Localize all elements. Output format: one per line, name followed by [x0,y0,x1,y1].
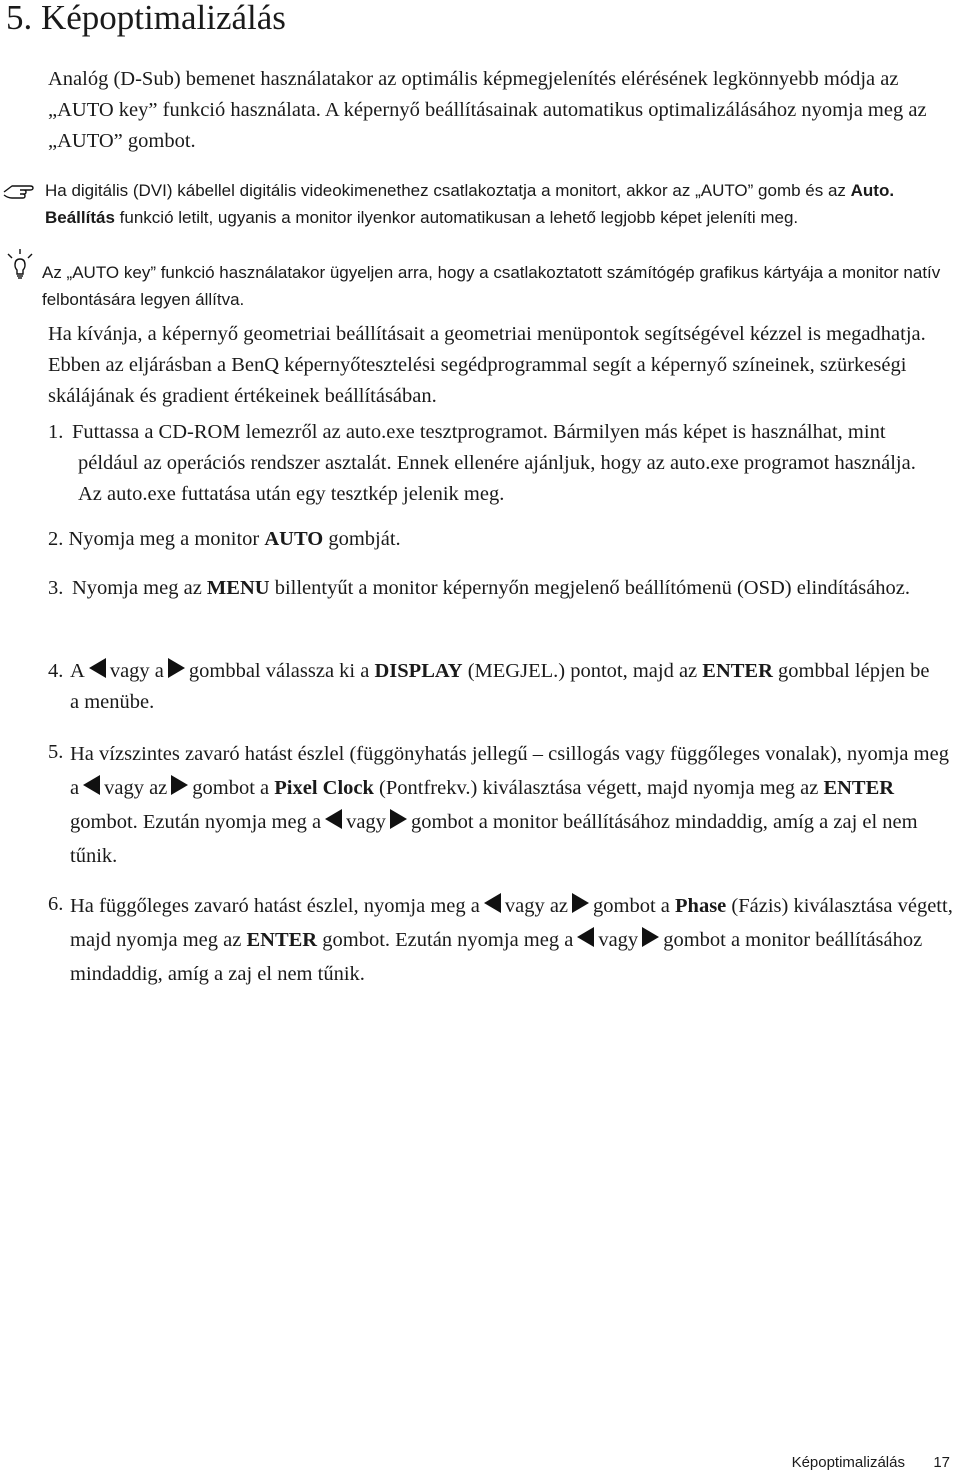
dvi-note [45,177,957,231]
step-5-text-a: Ha vízszintes zavaró hatást észlel (függönyhatás jellegű – csillogás vagy függőleges vonalak), nyomja meg a [70,743,949,799]
step-2 [48,524,948,555]
step-2-number: 2. [48,528,64,550]
step-6-text-f: vagy [598,929,639,951]
enter-button-label: ENTER [702,660,773,682]
step-4-text-a: A [70,660,85,682]
step-5-text-d: (Pontfrekv.) kiválasztása végett, majd nyomja meg az [373,777,824,799]
step-3-text [72,573,932,604]
step-6-text-c: gombot a [593,895,676,917]
step-5-text-g: gombot a monitor beállításához mindaddig, amíg a zaj el nem tűnik. [70,811,918,867]
intro-paragraph: Analóg (D-Sub) bemenet használatakor az optimális képmegjelenítés elérésének legkönnyebb módja az „AUTO key” funkció használata. A képernyő beállításainak automatikus optimalizálásához nyomja meg az „AUTO” gombot. [48,68,927,152]
right-arrow-icon [390,809,407,829]
auto-key-note: Az „AUTO key” funkció használatakor ügyeljen arra, hogy a csatlakoztatott számítógép grafikus kártyája a monitor natív felbontására legyen állítva. [42,263,941,309]
enter-button-label: ENTER [823,777,895,799]
phase-label: Phase [675,895,727,917]
left-arrow-icon [83,775,100,795]
dvi-note-bold: Auto. Beállítás [45,181,895,227]
step-4-text-b: vagy a [109,660,164,682]
step-6-text-d: (Fázis) kiválasztása végett, majd nyomja meg az [70,895,953,951]
enter-button-label: ENTER [246,929,318,951]
left-arrow-icon [325,809,342,829]
pointing-hand-icon [2,180,36,200]
geometry-paragraph: Ha kívánja, a képernyő geometriai beállításait a geometriai menüpontok segítségével kézzel is megadhatja. Ebben az eljárásban a BenQ képernyőtesztelési segédprogrammal segít a képernyő színeinek, szürkeségi skálájának és gradient értékeinek beállításában. [48,323,926,407]
step-6-text-g: gombot a monitor beállításához mindaddig, amíg a zaj el nem tűnik. [70,929,923,985]
step-6-text [70,889,955,991]
left-arrow-icon [484,893,501,913]
step-2-text-b: gombját. [323,528,401,550]
left-arrow-icon [577,927,594,947]
step-4-text-c: gombbal válassza ki a [188,660,375,682]
step-6-number: 6. [48,893,64,915]
step-4-text-d: (MEGJEL.) pontot, majd az [462,660,703,682]
auto-button-label: AUTO [264,528,324,550]
right-arrow-icon [642,927,659,947]
page-footer [700,1454,950,1472]
step-5-text-f: vagy [346,811,386,833]
dvi-note-text-a: Ha digitális (DVI) kábellel digitális videokimenethez csatlakoztatja a monitort, akkor az „AUTO” gomb és az [45,181,851,200]
lightbulb-icon [4,248,38,282]
page-number: 17 [933,1454,950,1471]
left-arrow-icon [89,658,106,678]
step-5-text-c: gombot a [192,777,275,799]
right-arrow-icon [171,775,188,795]
step-2-text-a: Nyomja meg a monitor [68,528,265,550]
pixel-clock-label: Pixel Clock [274,777,374,799]
step-5-text [70,737,955,873]
right-arrow-icon [168,658,185,678]
footer-section: Képoptimalizálás [791,1454,905,1471]
step-4-text-e: gombbal lépjen be a menübe. [70,660,930,713]
step-5-number: 5. [48,741,64,763]
step-4-text [70,656,940,718]
step-5-text-e: gombot. Ezután nyomja meg a [70,811,322,833]
right-arrow-icon [572,893,589,913]
step-6-text-b: vagy az [504,895,569,917]
dvi-note-text-b: funkció letilt, ugyanis a monitor ilyenkor automatikusan a lehető legjobb képet jeleníti meg. [114,208,799,227]
menu-key-label: MENU [206,577,270,599]
step-3-number: 3. [48,577,64,599]
step-3-text-a: Nyomja meg az [72,577,207,599]
step-6-text-e: gombot. Ezután nyomja meg a [317,929,574,951]
step-4-number: 4. [48,660,64,682]
step-1-number: 1. [48,421,64,443]
display-menu-label: DISPLAY [374,660,463,682]
step-3-text-b: billentyűt a monitor képernyőn megjelenő beállítómenü (OSD) elindításához. [269,577,911,599]
step-5-text-b: vagy az [104,777,168,799]
step-1-text: Futtassa a CD-ROM lemezről az auto.exe tesztprogramot. Bármilyen más képet is használhat, mint például az operációs rendszer asztalát. Ennek ellenére ajánljuk, hogy az auto.exe programot használja. Az auto.exe futtatása után egy tesztkép jelenik meg. [72,421,916,505]
page-title: 5. Képoptimalizálás [6,0,286,37]
step-6-text-a: Ha függőleges zavaró hatást észlel, nyomja meg a [70,895,480,917]
